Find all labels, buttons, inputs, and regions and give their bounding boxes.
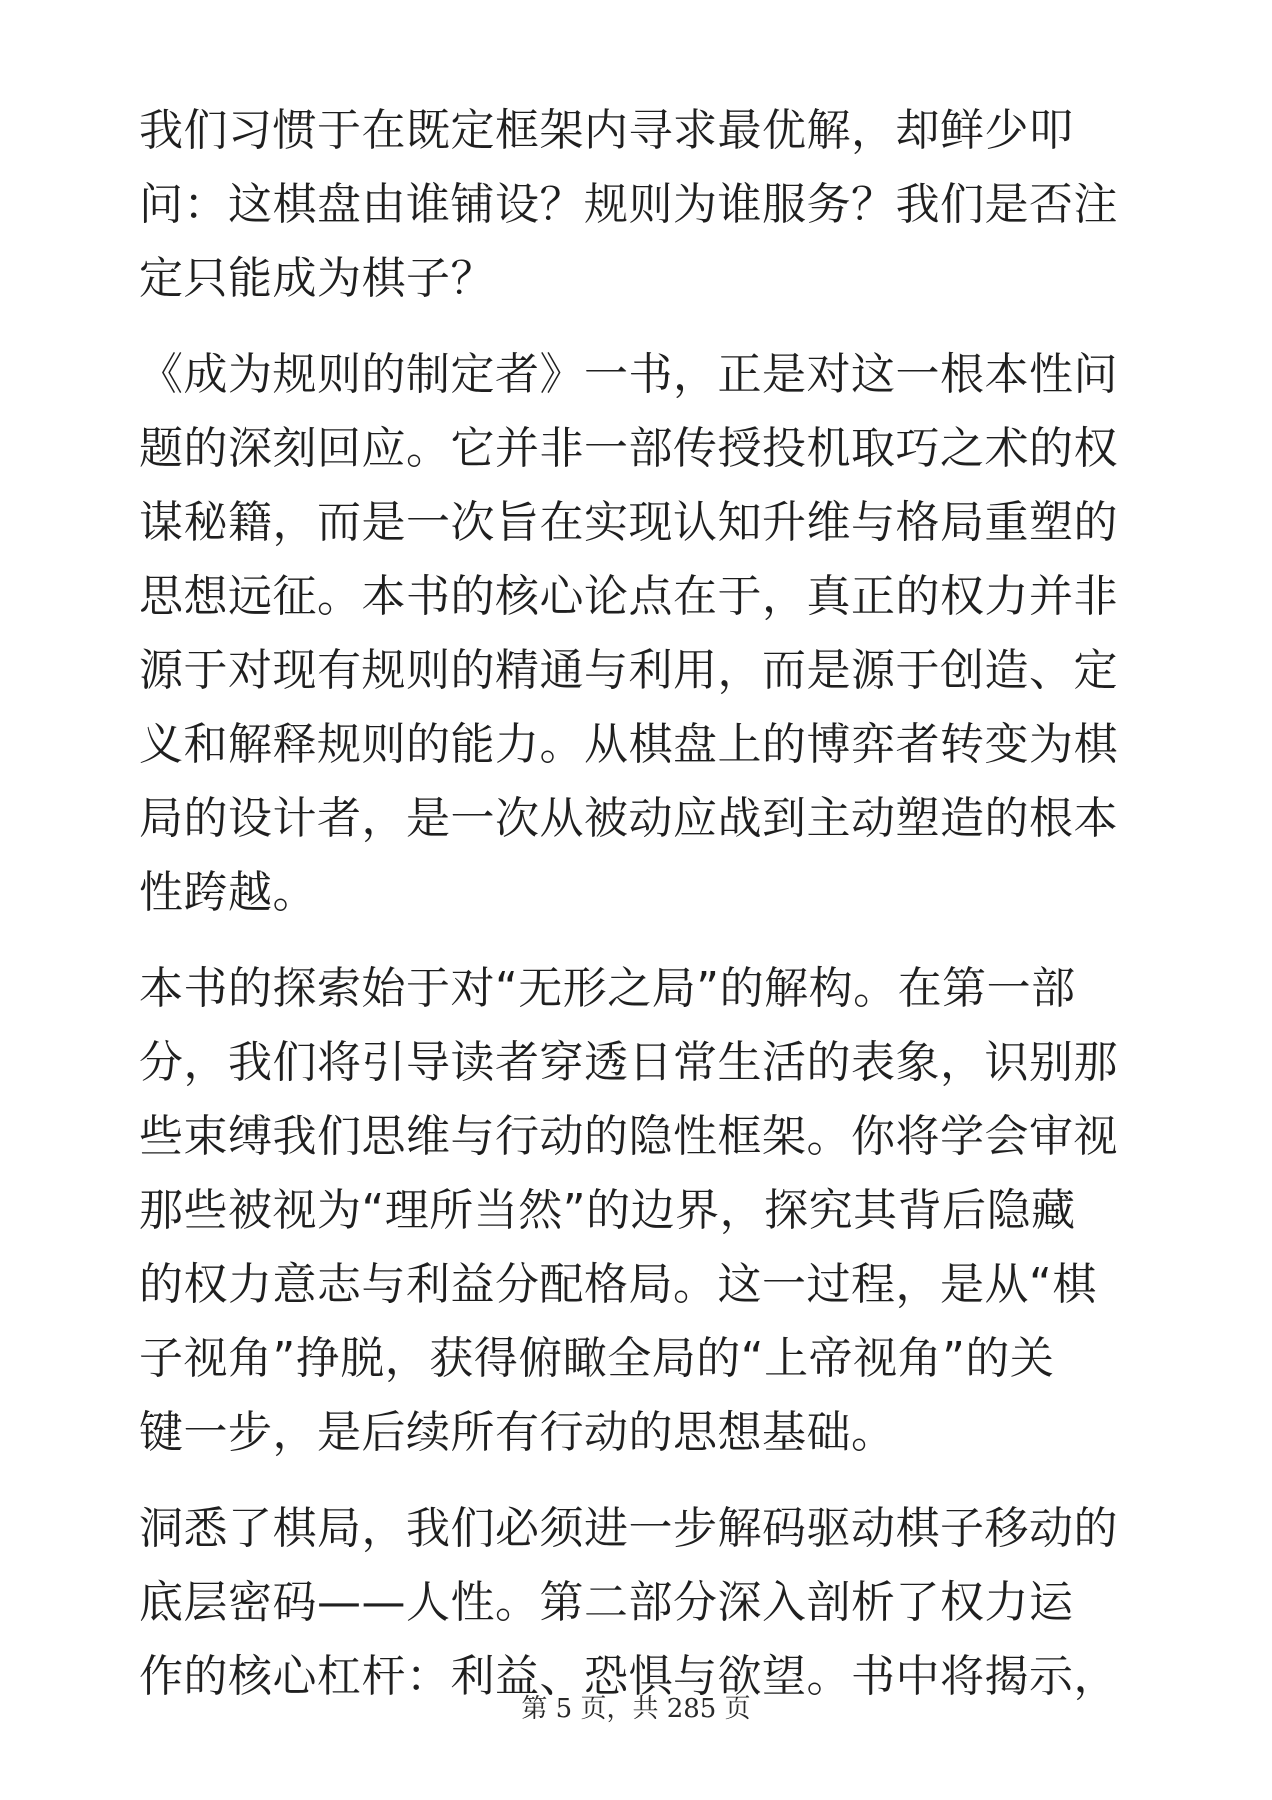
text-line: 问：这棋盘由谁铺设？规则为谁服务？我们是否注 <box>139 179 1118 230</box>
text-line: 的权力意志与利益分配格局。这一过程，是从“棋 <box>139 1259 1097 1310</box>
text-line: 洞悉了棋局，我们必须进一步解码驱动棋子移动的 <box>139 1503 1118 1554</box>
text-line: 底层密码——人性。第二部分深入剖析了权力运 <box>139 1577 1074 1628</box>
text-line: 《成为规则的制定者》一书，正是对这一根本性问 <box>139 349 1118 400</box>
text-line: 那些被视为“理所当然”的边界，探究其背后隐藏 <box>139 1185 1076 1236</box>
paragraph <box>139 338 1139 930</box>
text-line: 键一步，是后续所有行动的思想基础。 <box>139 1407 896 1458</box>
paragraph <box>139 952 1139 1470</box>
text-line: 分，我们将引导读者穿透日常生活的表象，识别那 <box>139 1037 1118 1088</box>
text-line: 本书的探索始于对“无形之局”的解构。在第一部 <box>139 963 1076 1014</box>
text-line: 我们习惯于在既定框架内寻求最优解，却鲜少叩 <box>139 105 1074 156</box>
paragraph <box>139 94 1139 316</box>
text-line: 子视角”挣脱，获得俯瞰全局的“上帝视角”的关 <box>139 1333 1055 1384</box>
text-line: 性跨越。 <box>139 867 317 918</box>
paragraph <box>139 1492 1139 1714</box>
page-number-footer: 第 5 页，共 285 页 <box>521 1694 751 1724</box>
text-line: 些束缚我们思维与行动的隐性框架。你将学会审视 <box>139 1111 1118 1162</box>
text-line: 局的设计者，是一次从被动应战到主动塑造的根本 <box>139 793 1118 844</box>
text-line: 题的深刻回应。它并非一部传授投机取巧之术的权 <box>139 423 1118 474</box>
text-line: 源于对现有规则的精通与利用，而是源于创造、定 <box>139 645 1118 696</box>
text-line: 作的核心杠杆：利益、恐惧与欲望。书中将揭示， <box>139 1651 1118 1702</box>
text-line: 义和解释规则的能力。从棋盘上的博弈者转变为棋 <box>139 719 1118 770</box>
text-line: 定只能成为棋子？ <box>139 253 495 304</box>
text-line: 谋秘籍，而是一次旨在实现认知升维与格局重塑的 <box>139 497 1118 548</box>
document-body <box>139 94 1139 1736</box>
text-line: 思想远征。本书的核心论点在于，真正的权力并非 <box>139 571 1118 622</box>
